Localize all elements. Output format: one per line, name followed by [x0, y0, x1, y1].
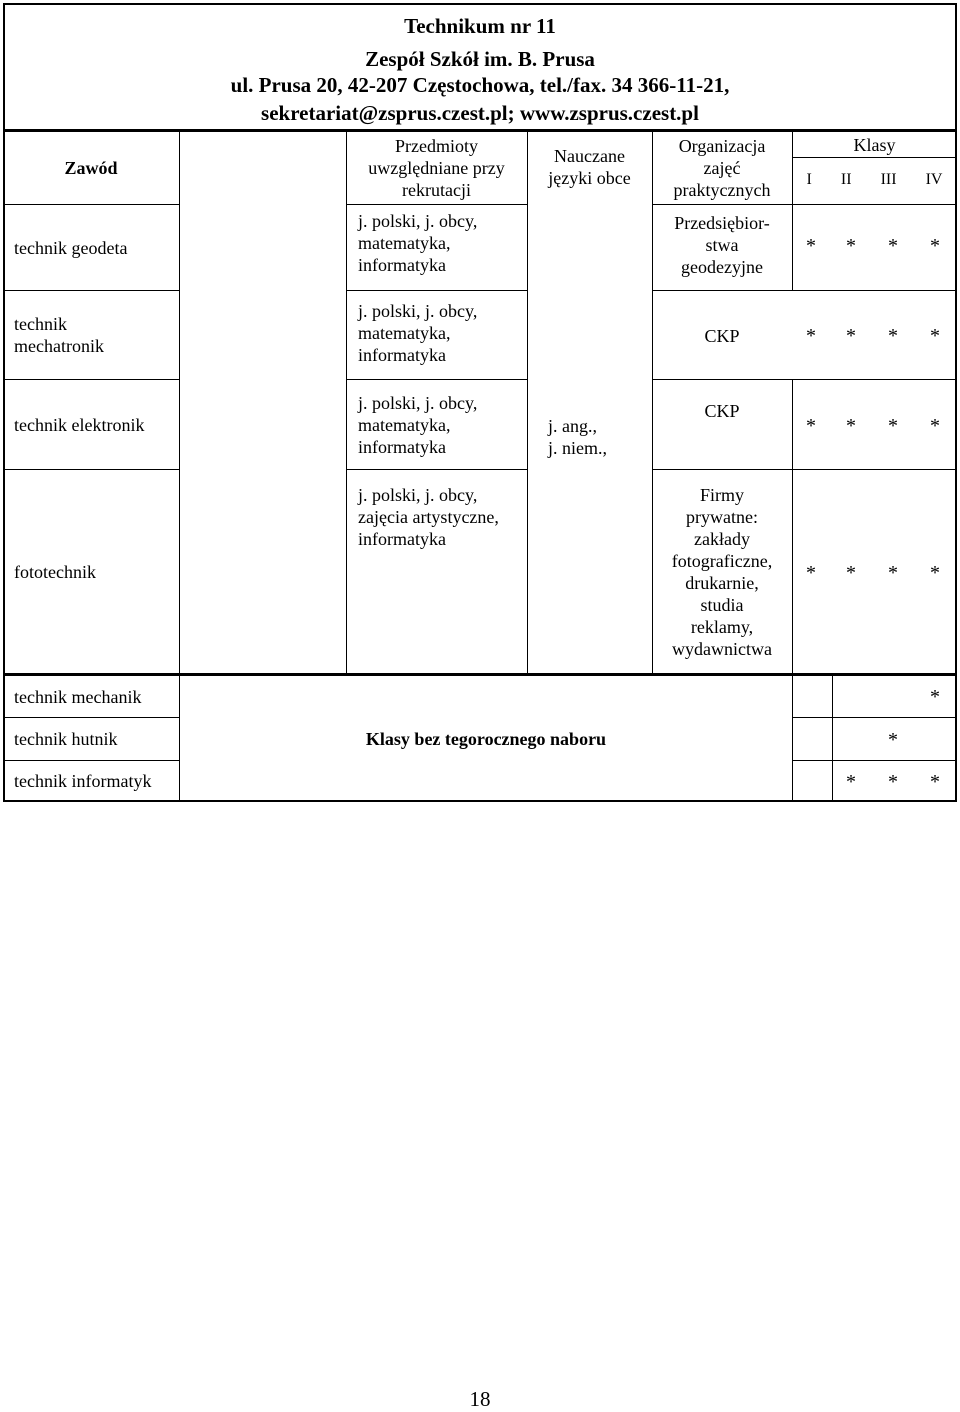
row-line	[346, 204, 527, 205]
header-text: Nauczane	[554, 146, 625, 166]
header-zawod: Zawód	[64, 158, 118, 178]
organizacja-cell: CKP	[704, 326, 740, 346]
przedmioty-cell	[358, 210, 527, 280]
row-line	[346, 469, 527, 470]
cell-text: fotograficzne,	[671, 551, 773, 571]
class-mark: *	[806, 325, 816, 347]
header-text: języki obce	[548, 168, 631, 188]
cell-text: j. polski, j. obcy,	[358, 301, 478, 321]
klasy-divider	[792, 157, 957, 158]
cell-text: j. polski, j. obcy,	[358, 211, 478, 231]
no-enrollment-note: Klasy bez tegorocznego naboru	[365, 729, 607, 749]
cell-text: j. niem.,	[548, 438, 607, 458]
class-mark: *	[888, 771, 898, 793]
row-line	[652, 204, 957, 205]
header-przedmioty	[346, 132, 527, 204]
cell-text: zakłady	[694, 529, 750, 549]
header-text: Organizacja	[678, 136, 766, 156]
class-mark: *	[888, 562, 898, 584]
cell-text: technik	[14, 314, 67, 334]
header-jezyki	[527, 145, 652, 189]
zawod-cell	[14, 291, 179, 379]
class-mark: *	[930, 686, 940, 708]
col-line	[792, 676, 793, 802]
class-label: IV	[925, 171, 943, 188]
header-organizacja	[652, 132, 792, 204]
cell-text: Przedsiębior-	[674, 213, 770, 233]
cell-text: informatyka	[358, 345, 446, 365]
organizacja-cell: CKP	[704, 401, 740, 421]
row-line	[652, 379, 957, 380]
cell-text: prywatne:	[686, 507, 758, 527]
school-type: Technikum nr 11	[404, 14, 556, 38]
cell-text: drukarnie,	[685, 573, 759, 593]
class-mark: *	[806, 235, 816, 257]
cell-text: geodezyjne	[681, 257, 763, 277]
col-line	[527, 131, 528, 676]
class-label: I	[806, 171, 812, 188]
row-line	[652, 290, 957, 291]
row-line	[652, 469, 957, 470]
col-line	[179, 131, 180, 676]
zawod-cell: technik informatyk	[14, 771, 152, 791]
class-mark: *	[930, 771, 940, 793]
organizacja-cell	[652, 484, 792, 664]
przedmioty-cell	[358, 392, 527, 462]
school-address: ul. Prusa 20, 42-207 Częstochowa, tel./fax. 34 366-11-21,	[230, 73, 730, 97]
cell-text: matematyka,	[358, 415, 451, 435]
class-label: II	[840, 171, 852, 188]
cell-text: j. polski, j. obcy,	[358, 393, 478, 413]
school-contact: sekretariat@zsprus.czest.pl; www.zsprus.czest.pl	[261, 101, 699, 125]
row-line	[792, 760, 957, 761]
class-mark: *	[888, 325, 898, 347]
row-line	[346, 379, 527, 380]
class-mark: *	[930, 325, 940, 347]
class-mark: *	[930, 415, 940, 437]
cell-text: stwa	[705, 235, 739, 255]
class-mark: *	[846, 235, 856, 257]
school-name: Zespół Szkół im. B. Prusa	[365, 47, 595, 71]
class-mark: *	[846, 415, 856, 437]
przedmioty-cell	[358, 300, 527, 370]
class-mark: *	[888, 235, 898, 257]
header-text: rekrutacji	[402, 180, 471, 200]
class-mark: *	[930, 235, 940, 257]
cell-text: zajęcia artystyczne,	[358, 507, 499, 527]
zawod-cell: technik elektronik	[14, 414, 145, 435]
zawod-cell: technik mechanik	[14, 686, 142, 707]
cell-text: informatyka	[358, 437, 446, 457]
header-text: Przedmioty	[395, 136, 478, 156]
row-line	[792, 717, 957, 718]
col-line	[346, 131, 347, 676]
cell-text: Firmy	[699, 485, 744, 505]
cell-text: matematyka,	[358, 233, 451, 253]
zawod-cell: technik hutnik	[14, 729, 118, 749]
cell-text: reklamy,	[690, 617, 754, 637]
organizacja-cell	[652, 210, 792, 280]
class-mark: *	[806, 415, 816, 437]
page-number: 18	[469, 1387, 491, 1411]
zawod-cell: technik geodeta	[14, 237, 128, 258]
class-mark: *	[806, 562, 816, 584]
przedmioty-cell	[358, 484, 527, 552]
cell-text: studia	[700, 595, 744, 615]
header-text: zajęć	[703, 158, 741, 178]
cell-text: mechatronik	[14, 336, 104, 356]
cell-text: informatyka	[358, 255, 446, 275]
header-text: praktycznych	[673, 180, 771, 200]
jezyki-cell	[548, 415, 652, 461]
class-mark: *	[930, 562, 940, 584]
header-klasy: Klasy	[853, 135, 896, 155]
cell-text: j. ang.,	[548, 416, 597, 436]
class-mark: *	[846, 562, 856, 584]
cell-text: wydawnictwa	[672, 639, 772, 659]
cell-text: matematyka,	[358, 323, 451, 343]
class-mark: *	[846, 771, 856, 793]
row-line	[346, 290, 527, 291]
zawod-cell: fototechnik	[14, 561, 96, 582]
cell-text: informatyka	[358, 529, 446, 549]
header-klasy-roman	[792, 168, 957, 192]
class-label: III	[880, 171, 897, 188]
header-text: uwzględniane przy	[368, 158, 505, 178]
class-mark: *	[888, 415, 898, 437]
class-mark: *	[888, 729, 898, 751]
class-mark: *	[846, 325, 856, 347]
cell-text: j. polski, j. obcy,	[358, 485, 478, 505]
